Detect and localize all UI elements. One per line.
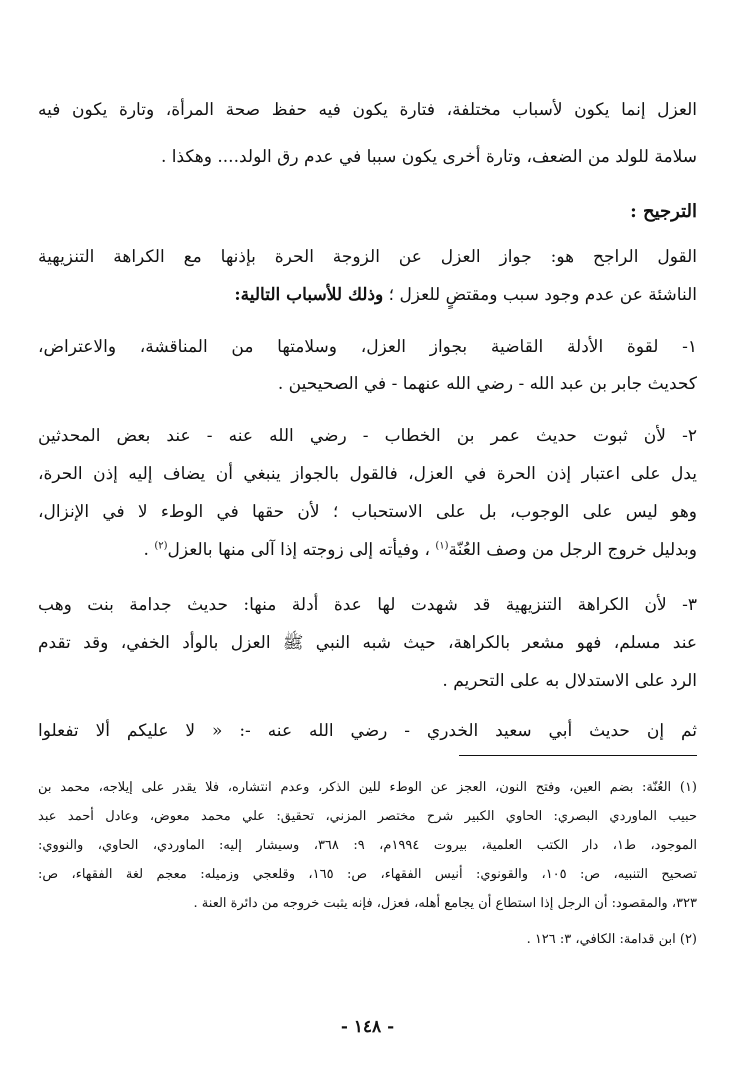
footnote-ref-1[interactable]: (١) <box>435 540 449 552</box>
section-heading: الترجيح : <box>630 201 697 222</box>
reason-2-line-4 <box>38 538 697 562</box>
footnote-1-line-3: الموجود، ط١، دار الكتب العلمية، بيروت ١٩٩٤م، ٩: ٣٦٨، وسيشار إليه: الماوردي، الحاوي، والنووي: <box>38 838 697 853</box>
reason-2-line-1: ٢- لأن ثبوت حديث عمر بن الخطاب - رضي الله عنه - عند بعض المحدثين <box>38 426 697 446</box>
reason-1-line-1: ١- لقوة الأدلة القاضية بجواز العزل، وسلامتها من المناقشة، والاعتراض، <box>38 337 697 357</box>
closing-line: ثم إن حديث أبي سعيد الخدري - رضي الله عنه -: « لا عليكم ألا تفعلوا <box>38 721 697 741</box>
reason-2-line-2: يدل على اعتبار إذن الحرة في العزل، فالقول بالجواز ينبغي أن يضاف إليه إذن الحرة، <box>38 464 697 484</box>
reason-3-line-2: عند مسلم، فهو مشعر بالكراهة، حيث شبه النبي ﷺ العزل بالوأد الخفي، وقد تقدم <box>38 633 697 653</box>
reason-2-text-b: ، وفيأته إلى زوجته إذا آلى منها بالعزل <box>167 540 436 560</box>
reason-2-text-a: وبدليل خروج الرجل من وصف العُنّة <box>448 540 697 560</box>
opinion-line-2 <box>38 283 697 307</box>
reason-3-line-1: ٣- لأن الكراهة التنزيهية قد شهدت لها عدة أدلة منها: حديث جدامة بنت وهب <box>38 595 697 615</box>
opinion-text: الناشئة عن عدم وجود سبب ومقتضٍ للعزل ؛ <box>383 285 697 305</box>
footnote-1-line-1: (١) العُنّة: بضم العين، وفتح النون، العجز عن الوطء للين الذكر، وعدم انتشاره، فلا يقدر على إيلاجه، محمد بن <box>38 780 697 795</box>
footnote-1-line-2: حبيب الماوردي البصري: الحاوي الكبير شرح مختصر المزني، تحقيق: علي محمد معوض، وعادل أحمد عبد <box>38 809 697 824</box>
document-page <box>38 0 697 1087</box>
page-number: - ١٤٨ - <box>340 1017 395 1037</box>
footnote-2: (٢) ابن قدامة: الكافي، ٣: ١٢٦ . <box>526 932 697 947</box>
footnote-separator <box>459 755 697 756</box>
footnote-1-line-5: ٣٢٣، والمقصود: أن الرجل إذا استطاع أن يجامع أهله، فعزل، فإنه يثبت خروجه من دائرة العنة . <box>193 896 697 911</box>
opinion-reasons-lead: وذلك للأسباب التالية: <box>234 285 384 305</box>
footnote-ref-2[interactable]: (٢) <box>154 540 168 552</box>
reason-3-line-3: الرد على الاستدلال به على التحريم . <box>442 671 697 691</box>
intro-line-1: العزل إنما يكون لأسباب مختلفة، فتارة يكون فيه حفظ صحة المرأة، وتارة يكون فيه <box>38 100 697 120</box>
opinion-line-1: القول الراجح هو: جواز العزل عن الزوجة الحرة بإذنها مع الكراهة التنزيهية <box>38 247 697 267</box>
intro-line-2: سلامة للولد من الضعف، وتارة أخرى يكون سببا في عدم رق الولد.... وهكذا . <box>160 147 697 167</box>
reason-2-line-3: وهو ليس على الوجوب، بل على الاستحباب ؛ لأن حقها في الوطء لا في الإنزال، <box>38 502 697 522</box>
footnote-1-line-4: تصحيح التنبيه، ص: ١٠٥، والقونوي: أنيس الفقهاء، ص: ١٦٥، وقلعجي وزميله: معجم لغة الفقهاء، ص: <box>38 867 697 882</box>
reason-1-line-2: كحديث جابر بن عبد الله - رضي الله عنهما - في الصحيحين . <box>277 374 697 394</box>
reason-2-text-c: . <box>143 540 155 560</box>
